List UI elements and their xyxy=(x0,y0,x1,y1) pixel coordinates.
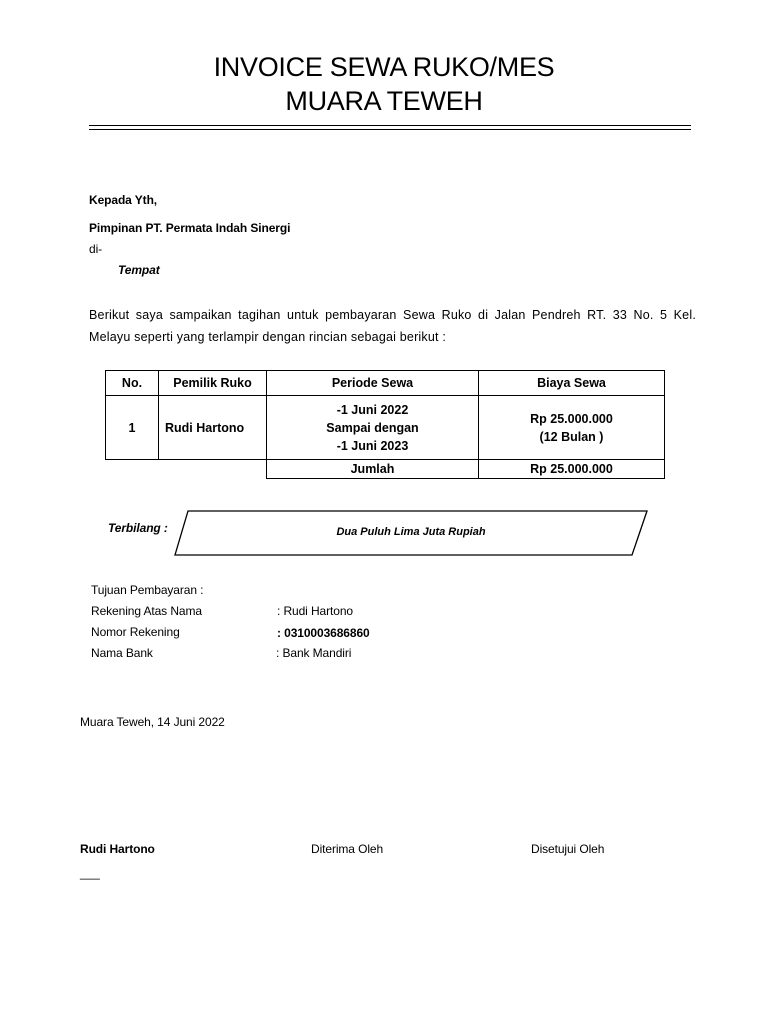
row-cost xyxy=(479,396,665,460)
header-period: Periode Sewa xyxy=(267,371,479,396)
terbilang-label: Terbilang : xyxy=(108,521,168,535)
row-period xyxy=(267,396,479,460)
header-cost: Biaya Sewa xyxy=(479,371,665,396)
recipient-name: Pimpinan PT. Permata Indah Sinergi xyxy=(89,221,291,235)
table-header-row xyxy=(106,371,665,396)
row-no: 1 xyxy=(106,396,159,460)
row-owner: Rudi Hartono xyxy=(159,396,267,460)
recipient-di: di- xyxy=(89,242,103,256)
header-owner: Pemilik Ruko xyxy=(159,371,267,396)
period-end: -1 Juni 2023 xyxy=(336,438,409,453)
account-number-label: Nomor Rekening xyxy=(91,625,180,639)
table-row xyxy=(106,396,665,460)
total-label: Jumlah xyxy=(267,460,479,479)
signature-approved: Disetujui Oleh xyxy=(531,842,605,856)
bank-name-label: Nama Bank xyxy=(91,646,153,660)
bank-name-value: : Bank Mandiri xyxy=(276,646,352,660)
account-number-value: : 0310003686860 xyxy=(277,626,370,640)
header-rule-top xyxy=(89,125,691,126)
place-date: Muara Teweh, 14 Juni 2022 xyxy=(80,715,225,729)
account-name-label: Rekening Atas Nama xyxy=(91,604,202,618)
period-start: -1 Juni 2022 xyxy=(336,402,409,417)
intro-paragraph: Berikut saya sampaikan tagihan untuk pembayaran Sewa Ruko di Jalan Pendreh RT. 33 No. 5 Kel. Melayu seperti yang terlampir dengan rincian sebagai berikut : xyxy=(89,308,696,344)
signature-line: ___ xyxy=(80,866,100,880)
signature-received: Diterima Oleh xyxy=(311,842,384,856)
cost-duration: (12 Bulan ) xyxy=(539,429,604,444)
header-rule-bottom xyxy=(89,129,691,130)
invoice-title-line1: INVOICE SEWA RUKO/MES xyxy=(213,52,555,82)
invoice-table xyxy=(105,370,665,479)
recipient-place: Tempat xyxy=(118,263,160,277)
total-value: Rp 25.000.000 xyxy=(479,460,665,479)
terbilang-value: Dua Puluh Lima Juta Rupiah xyxy=(336,526,486,538)
header-no: No. xyxy=(106,371,159,396)
account-name-value: : Rudi Hartono xyxy=(277,604,353,618)
table-total-row xyxy=(106,460,665,479)
period-mid: Sampai dengan xyxy=(326,420,419,435)
signature-sender: Rudi Hartono xyxy=(80,842,155,856)
salutation: Kepada Yth, xyxy=(89,193,158,207)
invoice-title-line2: MUARA TEWEH xyxy=(285,86,483,116)
cost-amount: Rp 25.000.000 xyxy=(530,411,613,426)
payment-heading: Tujuan Pembayaran : xyxy=(91,583,204,597)
